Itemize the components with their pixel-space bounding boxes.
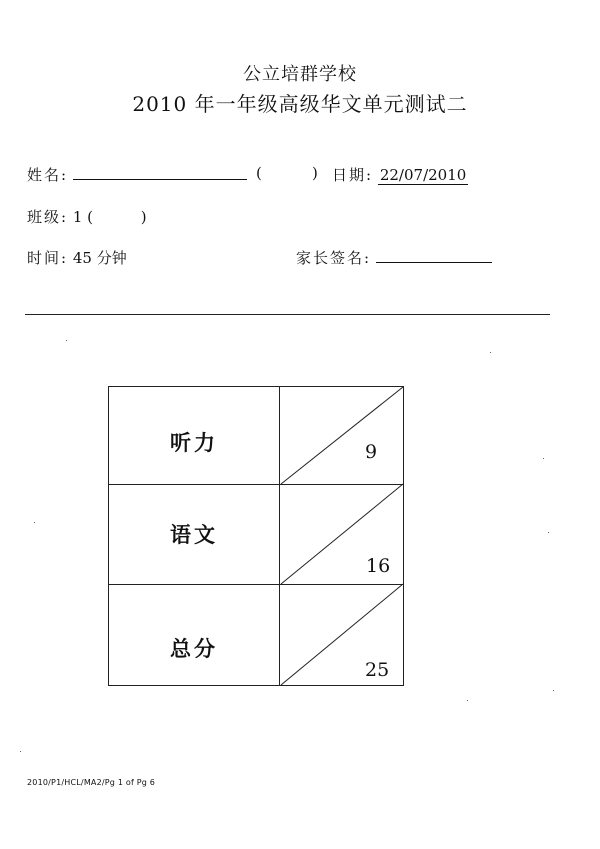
score-total: 25 (365, 659, 390, 681)
class-row (27, 206, 147, 227)
scan-speck (34, 522, 35, 523)
name-paren-open: ( (256, 164, 262, 182)
school-name: 公立培群学校 (243, 64, 357, 85)
date-value: 22/07/2010 (379, 166, 467, 184)
score-table (108, 386, 404, 686)
parent-signature-blank (376, 248, 492, 263)
time-label: 时间: (27, 249, 69, 267)
divider-line (25, 314, 550, 315)
row-label-listening: 听力 (170, 430, 218, 455)
time-row (27, 247, 127, 268)
row-label-language: 语文 (170, 522, 218, 547)
date-row (332, 164, 468, 185)
time-value: 45 分钟 (72, 249, 127, 267)
score-listening: 9 (365, 441, 378, 463)
parent-signature-row (296, 247, 492, 268)
scan-speck (543, 458, 544, 459)
test-title: 2010 年一年级高级华文单元测试二 (132, 92, 468, 116)
scan-speck (467, 700, 468, 701)
name-row (27, 164, 247, 185)
parent-signature-label: 家长签名: (296, 249, 372, 267)
page-footer-code: 2010/P1/HCL/MA2/Pg 1 of Pg 6 (27, 778, 156, 787)
scan-speck (20, 751, 21, 752)
score-language: 16 (366, 555, 391, 577)
class-label: 班级: (27, 208, 69, 226)
scan-speck (548, 532, 549, 533)
diagonal-1 (281, 387, 403, 484)
row-label-total: 总分 (170, 636, 218, 661)
scan-speck (66, 340, 67, 341)
name-blank (73, 165, 247, 180)
name-label: 姓名: (27, 166, 69, 184)
date-label: 日期: (332, 166, 374, 184)
scan-speck (490, 352, 491, 353)
scan-speck (553, 690, 554, 691)
class-value: 1 ( ) (72, 208, 147, 226)
name-paren-close: ) (312, 164, 318, 182)
